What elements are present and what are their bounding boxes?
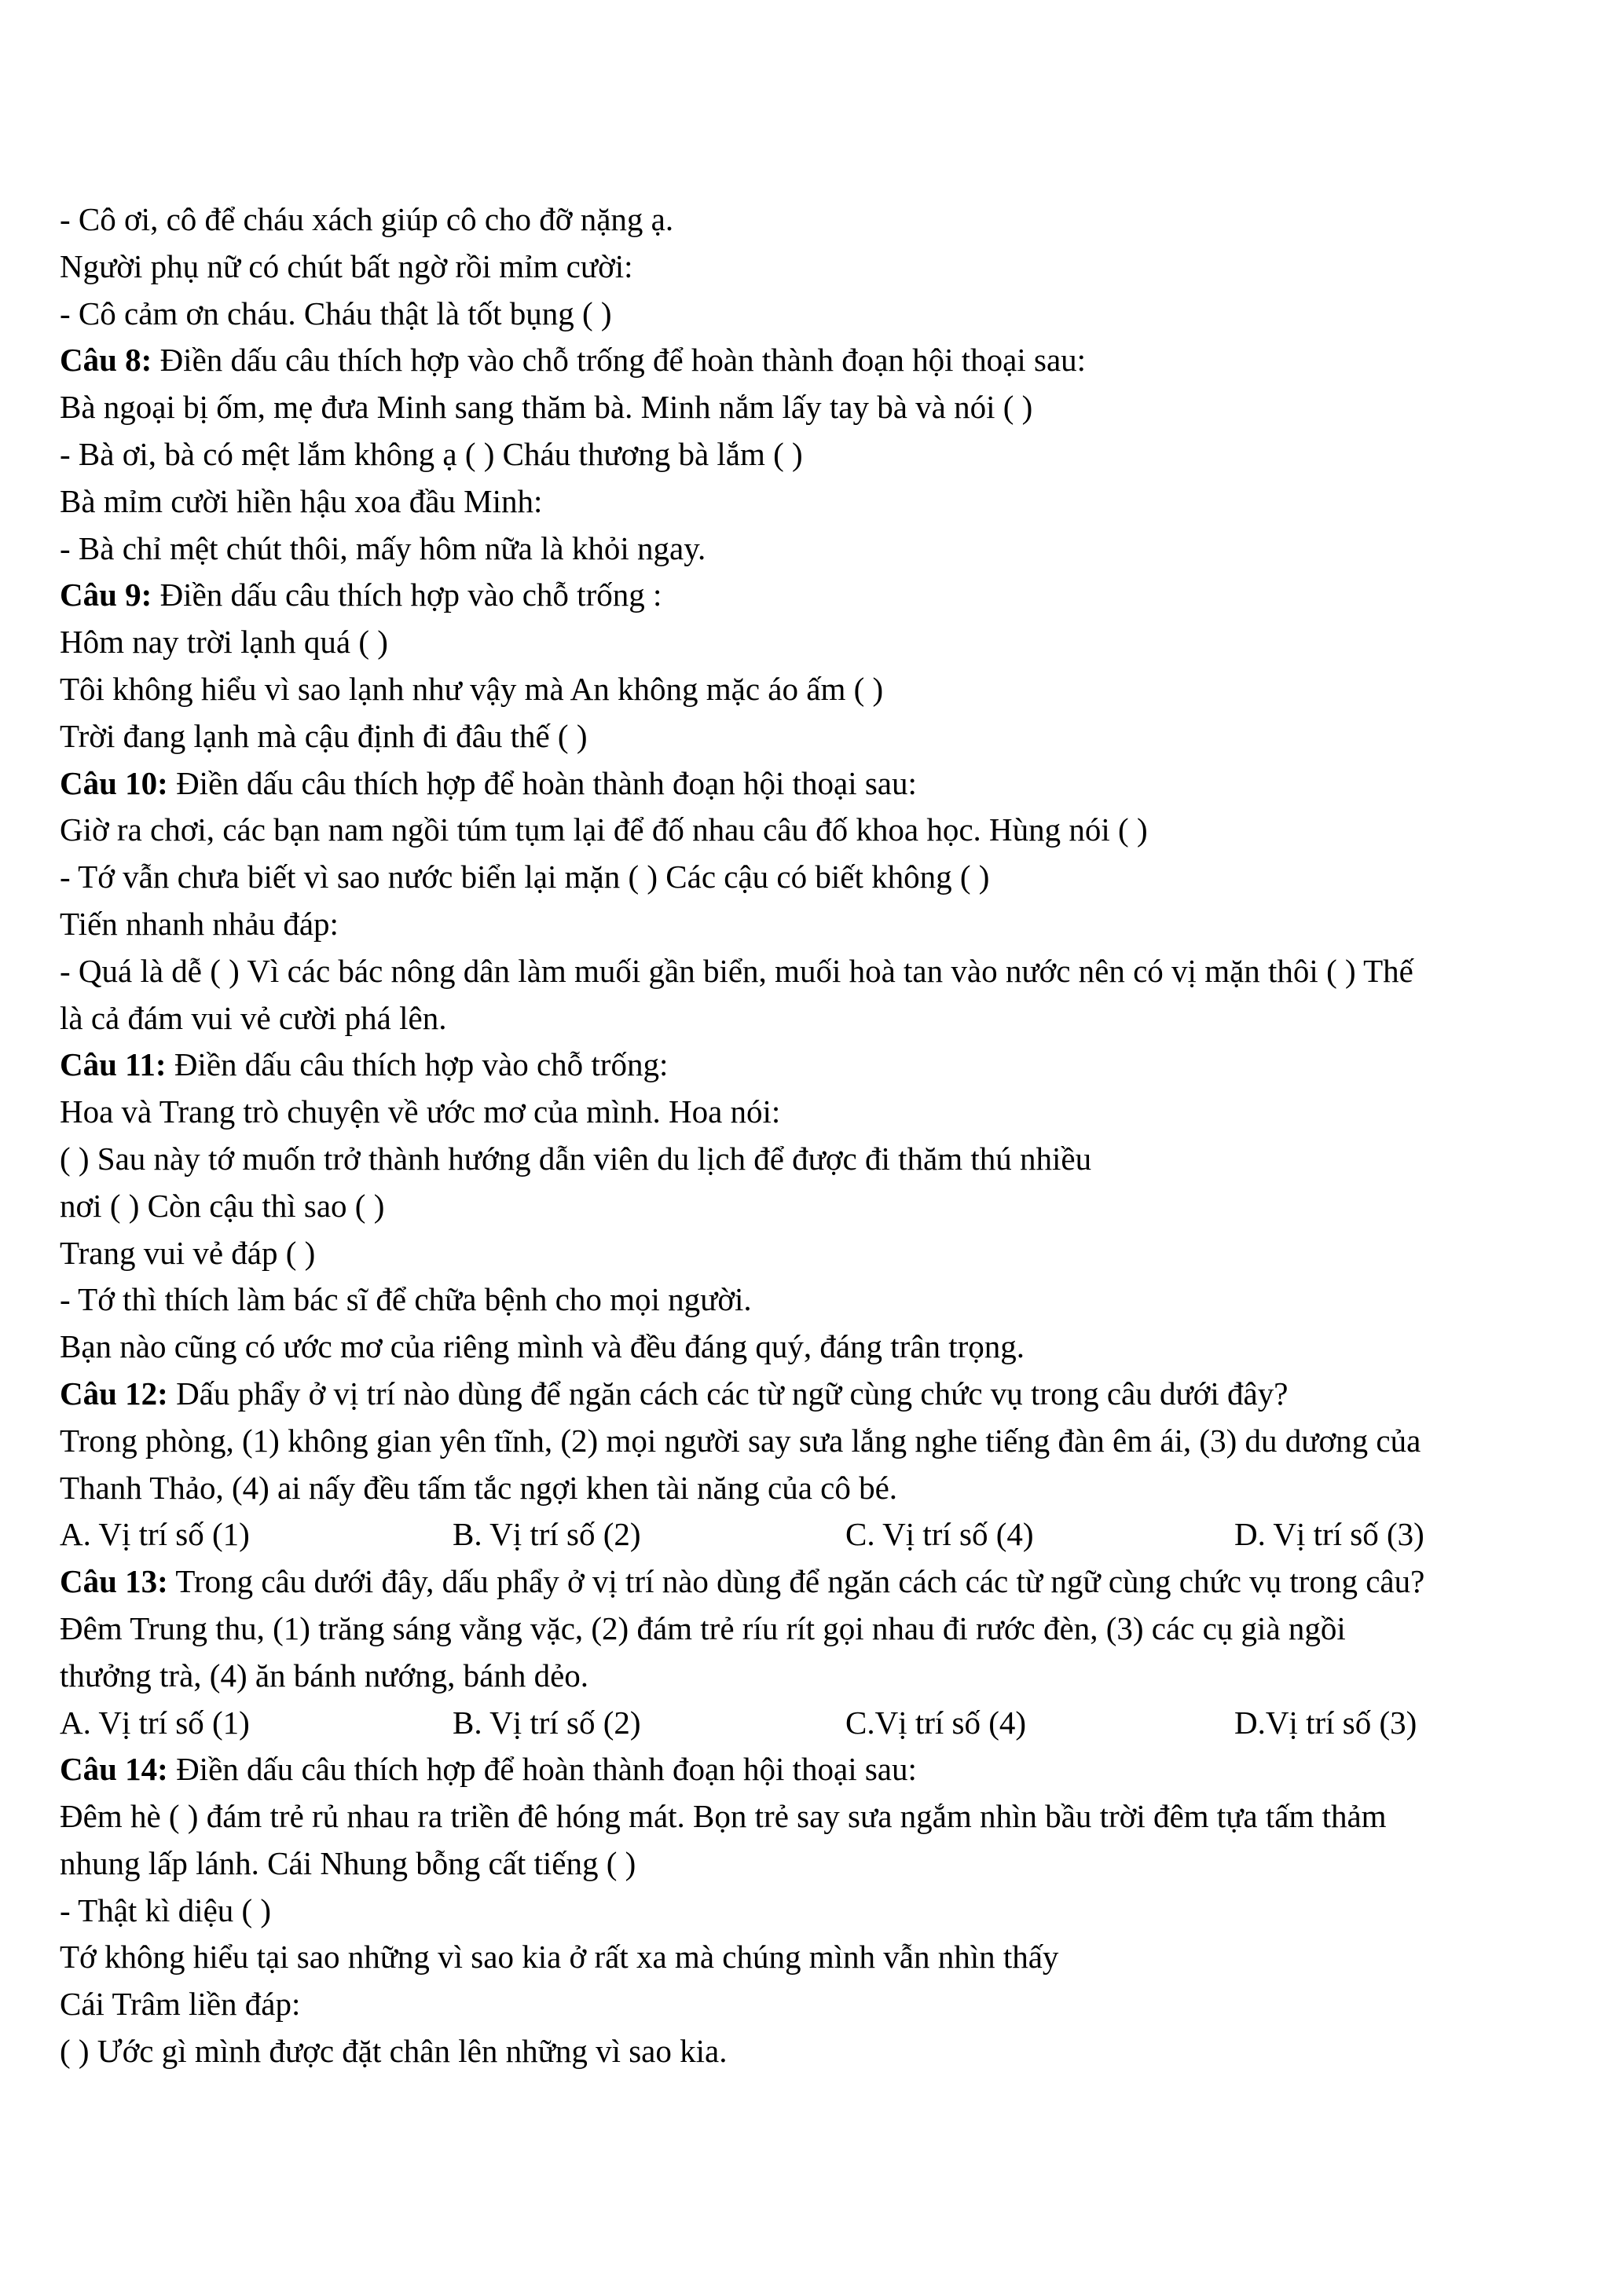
question-line bbox=[60, 337, 1568, 384]
text-line: Giờ ra chơi, các bạn nam ngồi túm tụm lại để đố nhau câu đố khoa học. Hùng nói ( ) bbox=[60, 811, 1148, 848]
text-line: nơi ( ) Còn cậu thì sao ( ) bbox=[60, 1187, 385, 1224]
question-line bbox=[60, 1746, 1568, 1793]
question-text: Điền dấu câu thích hợp để hoàn thành đoạn hội thoại sau: bbox=[167, 764, 917, 801]
text-line: - Tớ vẫn chưa biết vì sao nước biển lại mặn ( ) Các cậu có biết không ( ) bbox=[60, 859, 990, 895]
text-line: - Tớ thì thích làm bác sĩ để chữa bệnh cho mọi người. bbox=[60, 1281, 752, 1318]
text-line: Bà ngoại bị ốm, mẹ đưa Minh sang thăm bà. Minh nắm lấy tay bà và nói ( ) bbox=[60, 389, 1033, 426]
text-line: Bà mỉm cười hiền hậu xoa đầu Minh: bbox=[60, 482, 543, 519]
question-number: Câu 9: bbox=[60, 577, 152, 613]
question-number: Câu 14: bbox=[60, 1751, 168, 1788]
text-line: - Quá là dễ ( ) Vì các bác nông dân làm muối gần biển, muối hoà tan vào nước nên có vị mặn thôi ( ) Thế bbox=[60, 952, 1413, 989]
text-line: Trời đang lạnh mà cậu định đi đâu thế ( ) bbox=[60, 717, 588, 754]
answer-option: B. Vị trí số (2) bbox=[453, 1704, 641, 1741]
question-line bbox=[60, 760, 1568, 807]
text-line: Trong phòng, (1) không gian yên tĩnh, (2) mọi người say sưa lắng nghe tiếng đàn êm ái, (3) du dương của bbox=[60, 1422, 1421, 1459]
question-line bbox=[60, 1371, 1568, 1418]
text-line: Tiến nhanh nhảu đáp: bbox=[60, 905, 339, 942]
worksheet-text bbox=[60, 196, 1568, 2075]
text-line: Trang vui vẻ đáp ( ) bbox=[60, 1234, 316, 1271]
text-line: Hoa và Trang trò chuyện về ước mơ của mình. Hoa nói: bbox=[60, 1093, 781, 1130]
text-line: - Thật kì diệu ( ) bbox=[60, 1891, 272, 1928]
answer-options bbox=[60, 1700, 1568, 1747]
answer-option: A. Vị trí số (1) bbox=[60, 1516, 250, 1553]
text-line: nhung lấp lánh. Cái Nhung bỗng cất tiếng ( ) bbox=[60, 1844, 636, 1881]
text-line: - Cô cảm ơn cháu. Cháu thật là tốt bụng ( ) bbox=[60, 295, 612, 331]
question-line bbox=[60, 1042, 1568, 1089]
question-text: Điền dấu câu thích hợp vào chỗ trống để hoàn thành đoạn hội thoại sau: bbox=[152, 342, 1087, 379]
text-line: ( ) Sau này tớ muốn trở thành hướng dẫn viên du lịch để được đi thăm thú nhiều bbox=[60, 1140, 1092, 1177]
text-line: ( ) Ước gì mình được đặt chân lên những vì sao kia. bbox=[60, 2033, 728, 2070]
question-number: Câu 10: bbox=[60, 764, 168, 801]
question-number: Câu 8: bbox=[60, 342, 152, 379]
answer-option: B. Vị trí số (2) bbox=[453, 1516, 641, 1553]
answer-option: D.Vị trí số (3) bbox=[1234, 1704, 1417, 1741]
answer-option: D. Vị trí số (3) bbox=[1234, 1516, 1424, 1553]
answer-option: A. Vị trí số (1) bbox=[60, 1704, 250, 1741]
text-line: - Bà chỉ mệt chút thôi, mấy hôm nữa là khỏi ngay. bbox=[60, 529, 706, 566]
question-text: Điền dấu câu thích hợp vào chỗ trống: bbox=[166, 1046, 669, 1083]
question-number: Câu 12: bbox=[60, 1375, 168, 1412]
question-text: Trong câu dưới đây, dấu phẩy ở vị trí nào dùng để ngăn cách các từ ngữ cùng chức vụ trong câu? bbox=[167, 1563, 1425, 1600]
text-line: Đêm Trung thu, (1) trăng sáng vằng vặc, (2) đám trẻ ríu rít gọi nhau đi rước đèn, (3) các cụ già ngồi bbox=[60, 1609, 1346, 1646]
text-line: Đêm hè ( ) đám trẻ rủ nhau ra triền đê hóng mát. Bọn trẻ say sưa ngắm nhìn bầu trời đêm tựa tấm thảm bbox=[60, 1798, 1387, 1835]
question-number: Câu 13: bbox=[60, 1563, 168, 1600]
text-line: - Cô ơi, cô để cháu xách giúp cô cho đỡ nặng ạ. bbox=[60, 201, 674, 237]
text-line: Cái Trâm liền đáp: bbox=[60, 1986, 301, 2023]
text-line: Tôi không hiểu vì sao lạnh như vậy mà An không mặc áo ấm ( ) bbox=[60, 670, 884, 707]
answer-option: C. Vị trí số (4) bbox=[845, 1516, 1034, 1553]
answer-option: C.Vị trí số (4) bbox=[845, 1704, 1027, 1741]
text-line: là cả đám vui vẻ cười phá lên. bbox=[60, 999, 447, 1036]
question-text: Điền dấu câu thích hợp vào chỗ trống : bbox=[152, 577, 662, 613]
answer-options bbox=[60, 1511, 1568, 1558]
question-number: Câu 11: bbox=[60, 1046, 167, 1083]
text-line: Bạn nào cũng có ước mơ của riêng mình và đều đáng quý, đáng trân trọng. bbox=[60, 1328, 1025, 1365]
text-line: Người phụ nữ có chút bất ngờ rồi mỉm cười: bbox=[60, 247, 633, 284]
text-line: - Bà ơi, bà có mệt lắm không ạ ( ) Cháu thương bà lắm ( ) bbox=[60, 435, 803, 472]
text-line: Thanh Thảo, (4) ai nấy đều tấm tắc ngợi khen tài năng của cô bé. bbox=[60, 1469, 898, 1506]
text-line: Tớ không hiểu tại sao những vì sao kia ở rất xa mà chúng mình vẫn nhìn thấy bbox=[60, 1939, 1059, 1976]
text-line: thưởng trà, (4) ăn bánh nướng, bánh dẻo. bbox=[60, 1657, 589, 1694]
question-line bbox=[60, 572, 1568, 619]
question-text: Điền dấu câu thích hợp để hoàn thành đoạn hội thoại sau: bbox=[167, 1751, 917, 1788]
question-line bbox=[60, 1558, 1568, 1606]
text-line: Hôm nay trời lạnh quá ( ) bbox=[60, 624, 388, 661]
question-text: Dấu phẩy ở vị trí nào dùng để ngăn cách các từ ngữ cùng chức vụ trong câu dưới đây? bbox=[167, 1375, 1289, 1412]
